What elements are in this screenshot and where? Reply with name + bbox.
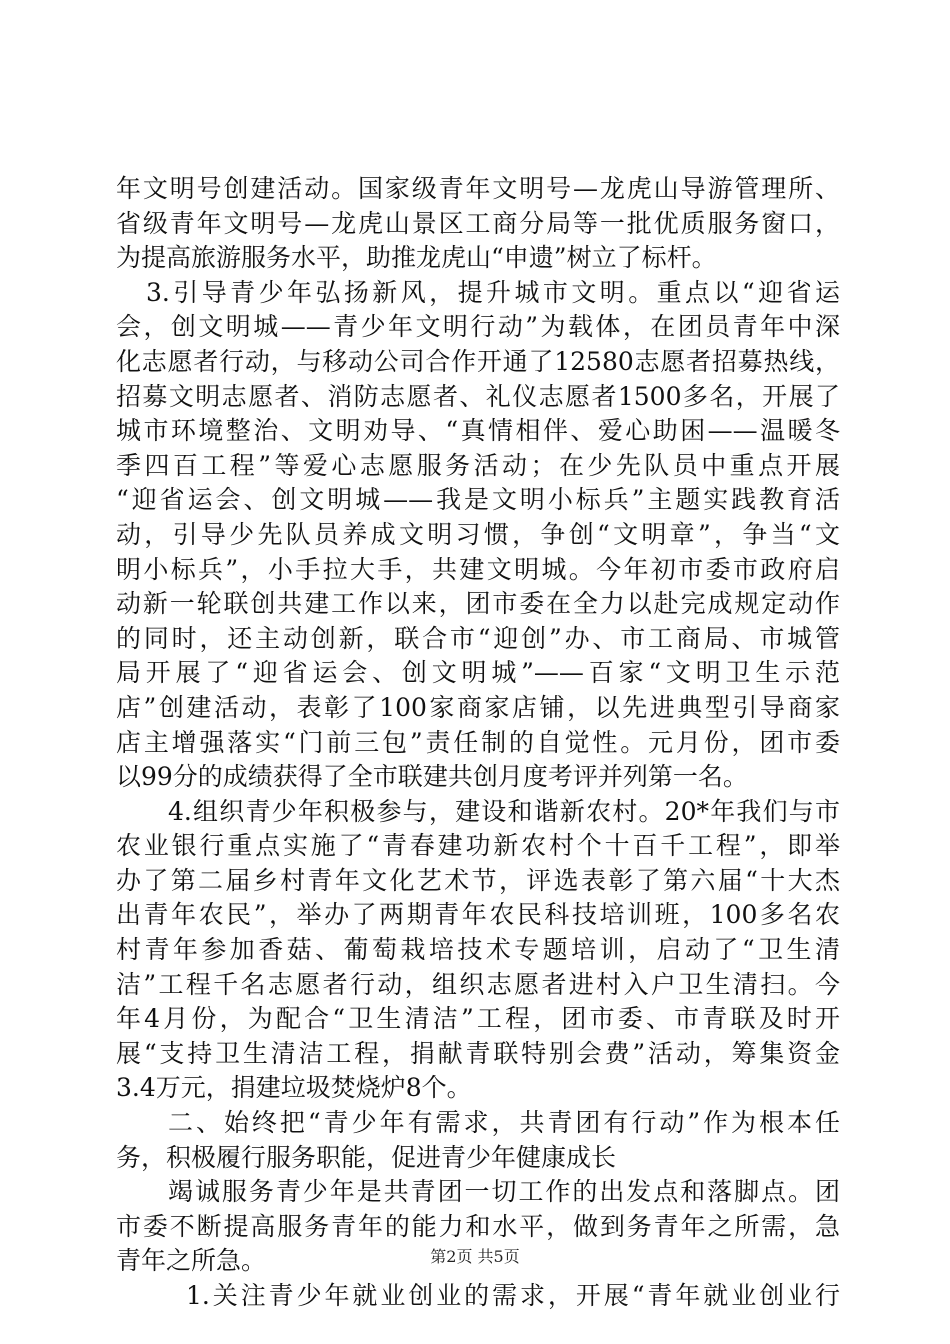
text-line: 的同时，还主动创新，联合市“迎创”办、市工商局、市城管 bbox=[116, 623, 840, 653]
text-line: 展“支持卫生清洁工程，捐献青联特别会费”活动，筹集资金 bbox=[116, 1038, 840, 1068]
text-line: 招募文明志愿者、消防志愿者、礼仪志愿者1500多名，开展了 bbox=[116, 381, 840, 411]
text-line: 动新一轮联创共建工作以来，团市委在全力以赴完成规定动作 bbox=[116, 589, 840, 619]
page-footer bbox=[0, 1244, 950, 1267]
text-line: 村青年参加香菇、葡萄栽培技术专题培训，启动了“卫生清 bbox=[116, 935, 840, 965]
text-line: 二、始终把“青少年有需求，共青团有行动”作为根本任 bbox=[168, 1108, 840, 1138]
text-line: 动，引导少先队员养成文明习惯，争创“文明章”，争当“文 bbox=[116, 519, 840, 549]
text-line: 会，创文明城——青少年文明行动”为载体，在团员青年中深 bbox=[116, 312, 840, 342]
text-line: 洁”工程千名志愿者行动，组织志愿者进村入户卫生清扫。今 bbox=[116, 969, 840, 999]
text-line: 市委不断提高服务青年的能力和水平，做到务青年之所需，急 bbox=[116, 1211, 840, 1241]
text-line: 办了第二届乡村青年文化艺术节，评选表彰了第六届“十大杰 bbox=[116, 865, 840, 895]
text-line: “迎省运会、创文明城——我是文明小标兵”主题实践教育活 bbox=[116, 485, 840, 515]
text-line: 农业银行重点实施了“青春建功新农村个十百千工程”，即举 bbox=[116, 831, 840, 861]
text-line: 3.引导青少年弘扬新风，提升城市文明。重点以“迎省运 bbox=[146, 277, 840, 307]
text-line: 省级青年文明号—龙虎山景区工商分局等一批优质服务窗口， bbox=[116, 208, 840, 238]
text-line: 务，积极履行服务职能，促进青少年健康成长 bbox=[116, 1142, 617, 1172]
text-line: 化志愿者行动，与移动公司合作开通了12580志愿者招募热线， bbox=[116, 346, 840, 376]
text-line: 季四百工程”等爱心志愿服务活动；在少先队员中重点开展 bbox=[116, 450, 840, 480]
text-line: 1.关注青少年就业创业的需求，开展“青年就业创业行 bbox=[186, 1281, 840, 1310]
text-line: 出青年农民”，举办了两期青年农民科技培训班，100多名农 bbox=[116, 900, 840, 930]
text-line: 青年之所急。 bbox=[116, 1246, 267, 1276]
text-line: 店主增强落实“门前三包”责任制的自觉性。元月份，团市委 bbox=[116, 727, 840, 757]
document-body bbox=[116, 172, 840, 1314]
text-line: 以99分的成绩获得了全市联建共创月度考评并列第一名。 bbox=[116, 762, 748, 792]
text-line: 3.4万元，捐建垃圾焚烧炉8个。 bbox=[116, 1073, 472, 1103]
text-line: 竭诚服务青少年是共青团一切工作的出发点和落脚点。团 bbox=[168, 1177, 840, 1207]
text-line: 4.组织青少年积极参与，建设和谐新农村。20*年我们与市 bbox=[168, 796, 840, 826]
text-line: 为提高旅游服务水平，助推龙虎山“申遗”树立了标杆。 bbox=[116, 243, 717, 273]
text-line: 年文明号创建活动。国家级青年文明号—龙虎山导游管理所、 bbox=[116, 174, 840, 203]
text-line: 局开展了“迎省运会、创文明城”——百家“文明卫生示范 bbox=[116, 658, 840, 688]
text-line: 明小标兵”，小手拉大手，共建文明城。今年初市委市政府启 bbox=[116, 554, 840, 584]
page-number-label: 第2页 共5页 bbox=[430, 1247, 520, 1266]
text-line: 年4月份，为配合“卫生清洁”工程，团市委、市青联及时开 bbox=[116, 1004, 840, 1034]
text-line: 店”创建活动，表彰了100家商家店铺，以先进典型引导商家 bbox=[116, 692, 840, 722]
text-line: 城市环境整治、文明劝导、“真情相伴、爱心助困——温暖冬 bbox=[116, 416, 840, 446]
